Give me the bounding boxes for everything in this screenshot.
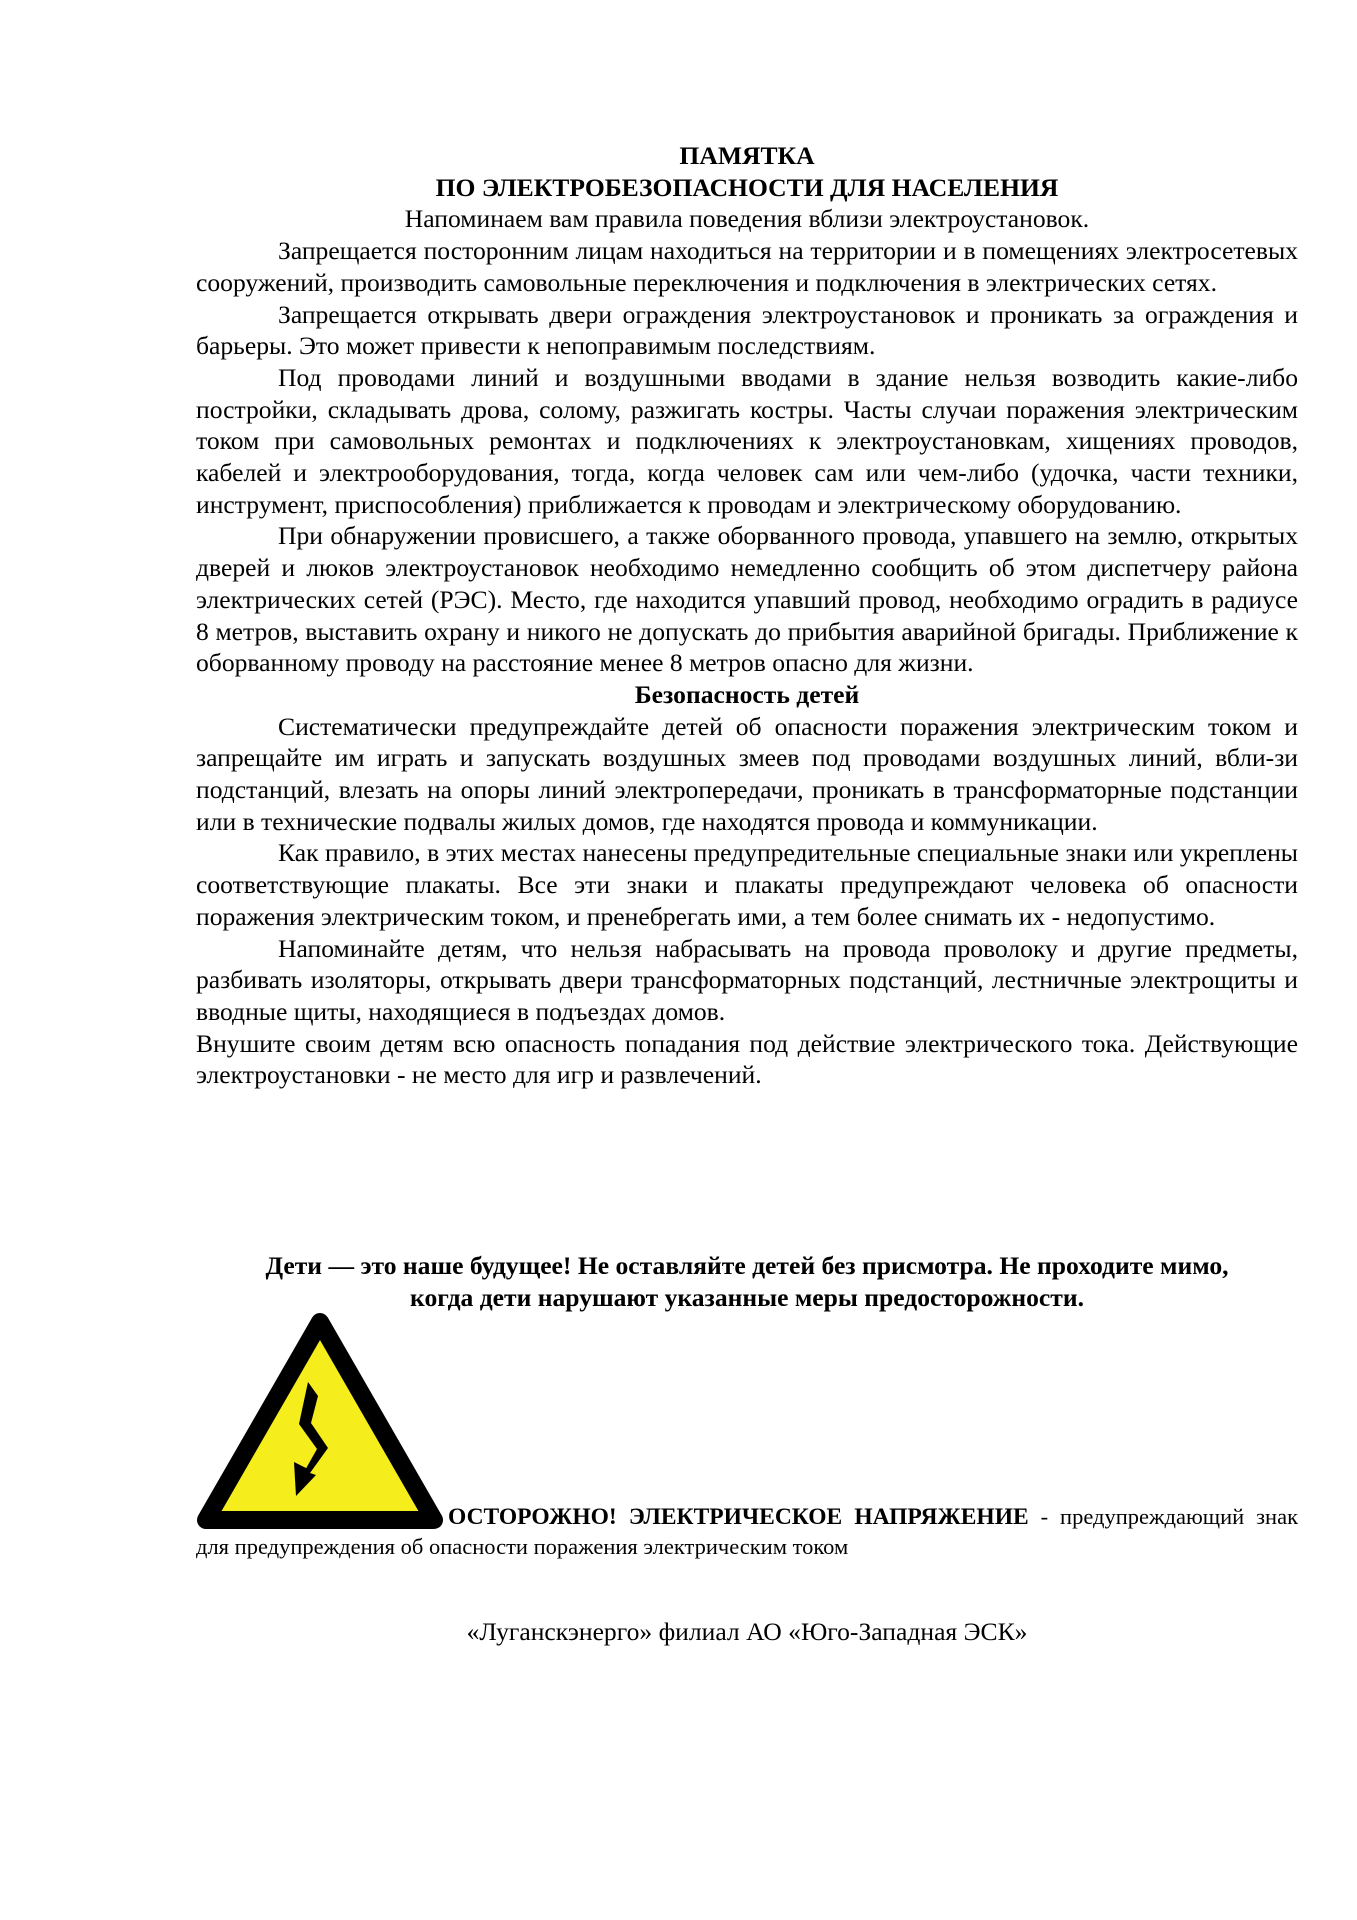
- sign-description: - предупреждающий знак для предупреждения об опасности поражения электрическим током: [196, 1504, 1298, 1559]
- sign-title: ОСТОРОЖНО! ЭЛЕКТРИЧЕСКОЕ НАПРЯЖЕНИЕ: [448, 1504, 1029, 1530]
- high-voltage-warning-icon: [196, 1312, 444, 1534]
- paragraph-remind-children: Напоминайте детям, что нельзя набрасывать на провода проволоку и другие предметы, разбивать изоляторы, открывать двери трансформаторных подстанций, лестничные электрощиты и вводные щиты, находящиеся в подъездах домов.: [196, 933, 1298, 1026]
- paragraph-under-wires: Под проводами линий и воздушными вводами в здание нельзя возводить какие-либо постройки, складывать дрова, солому, разжигать костры. Часты случаи поражения электрическим током при самовольных ремонтах и подключениях к электроустановкам, хищениях проводов, кабелей и электрооборудования, тогда, когда человек сам или чем-либо (удочка, части техники, инструмент, приспособления) приближается к проводам и электрическому оборудованию.: [196, 362, 1298, 519]
- slogan-line1: Дети — это наше будущее! Не оставляйте детей без присмотра. Не проходите мимо,: [265, 1251, 1229, 1280]
- paragraph-fence-doors: Запрещается открывать двери ограждения электроустановок и проникать за ограждения и барьеры. Это может привести к непоправимым последствиям.: [196, 299, 1298, 361]
- slogan-line2: когда дети нарушают указанные меры предосторожности.: [410, 1282, 1084, 1312]
- slogan: [196, 1250, 1298, 1313]
- paragraph-warning-signs: Как правило, в этих местах нанесены предупредительные специальные знаки или укреплены соответствующие плакаты. Все эти знаки и плакаты предупреждают человека об опасности поражения электрическим током, и пренебрегать ими, а тем более снимать их - недопустимо.: [196, 838, 1298, 931]
- footer-organization: «Луганскэнерго» филиал АО «Юго-Западная ЭСК»: [466, 1617, 1028, 1646]
- document-subtitle: Напоминаем вам правила поведения вблизи электроустановок.: [404, 204, 1090, 234]
- paragraph-unauthorized-access: Запрещается посторонним лицам находиться на территории и в помещениях электросетевых сооружений, производить самовольные переключения и подключения в электрических сетях.: [196, 236, 1298, 297]
- paragraph-broken-wire: При обнаружении провисшего, а также оборванного провода, упавшего на землю, открытых дверей и люков электроустановок необходимо немедленно сообщить об этом диспетчеру района электрических сетей (РЭС). Место, где находится упавший провод, необходимо оградить в радиусе 8 метров, выставить охрану и никого не допускать до прибытия аварийной бригады. Приближение к оборванному проводу на расстояние менее 8 метров опасно для жизни.: [196, 521, 1298, 678]
- sign-caption: [196, 1502, 1298, 1562]
- paragraph-warn-children: Систематически предупреждайте детей об опасности поражения электрическим током и запрещайте им играть и запускать воздушных змеев под проводами воздушных линий, вбли-зи подстанций, влезать на опоры линий электропередачи, проникать в трансформаторные подстанции или в технические подвалы жилых домов, где находятся провода и коммуникации.: [196, 711, 1298, 836]
- paragraph-closing: Внушите своим детям всю опасность попадания под действие электрического тока. Действующие электроустановки - не место для игр и развлечений.: [196, 1028, 1298, 1090]
- document-title-line1: ПАМЯТКА: [679, 141, 815, 170]
- document-body: [196, 140, 1298, 1091]
- document-title-line2: ПО ЭЛЕКТРОБЕЗОПАСНОСТИ ДЛЯ НАСЕЛЕНИЯ: [435, 172, 1059, 202]
- warning-sign-block: [196, 1312, 1298, 1572]
- section-heading-children-safety: Безопасность детей: [634, 679, 860, 709]
